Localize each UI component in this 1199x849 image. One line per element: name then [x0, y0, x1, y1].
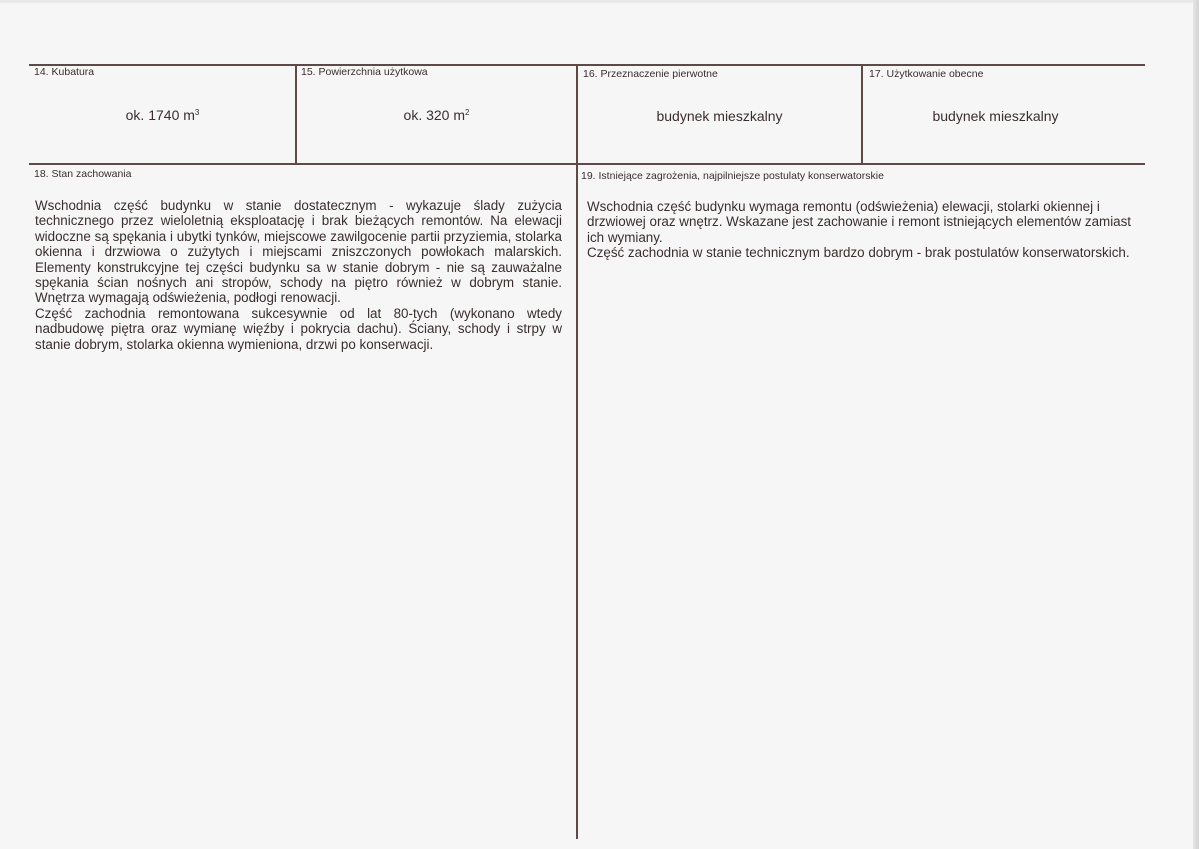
powierzchnia-unit-exponent: 2: [465, 108, 470, 117]
stan-zachowania-paragraph: Wschodnia część budynku w stanie dostatecznym - wykazuje ślady zużycia technicznego przez wieloletnią eksploatację i brak bieżących remontów. Na elewacji widoczne są spękania i ubytki tynków, miejscowe zawilgocenie partii przyziemia, stolarka okienna i drzwiowa o zużytych i miejscami zniszczonych powłokach malarskich. Elementy konstrukcyjne tej części budynku sa w stanie dobrym - nie są zauważalne spękania ścian nośnych ani stropów, schody na piętro również w dobrym stanie. Wnętrza wymagają odświeżenia, podłogi renowacji.: [35, 198, 562, 306]
zagrozenia-paragraph: Wschodnia część budynku wymaga remontu (odświeżenia) elewacji, stolarki okiennej i drzwiowej oraz wnętrz. Wskazane jest zachowanie i remont istniejących elementów zamiast ich wymiany.: [587, 199, 1132, 245]
stan-zachowania-text: [35, 198, 562, 352]
table-top-border: [29, 64, 1145, 66]
powierzchnia-value: [297, 107, 576, 123]
kubatura-value: [30, 107, 295, 123]
uzytkowanie-label: 17. Użytkowanie obecne: [869, 68, 984, 80]
uzytkowanie-value: budynek mieszkalny: [932, 108, 1059, 124]
page-right-edge: [1193, 0, 1199, 849]
zagrozenia-paragraph: Część zachodnia w stanie technicznym bardzo dobrym - brak postulatów konserwatorskich.: [587, 245, 1130, 261]
page-top-edge: [0, 0, 1199, 3]
zagrozenia-label: 19. Istniejące zagrożenia, najpilniejsze postulaty konserwatorskie: [581, 170, 884, 182]
powierzchnia-label: 15. Powierzchnia użytkowa: [301, 66, 428, 78]
powierzchnia-value-text: ok. 320 m: [403, 107, 466, 123]
stan-zachowania-label: 18. Stan zachowania: [34, 168, 132, 180]
kubatura-unit-exponent: 3: [194, 108, 200, 117]
kubatura-value-text: ok. 1740 m: [125, 107, 195, 123]
przeznaczenie-value: budynek mieszkalny: [656, 108, 783, 124]
zagrozenia-text: [587, 199, 1147, 261]
przeznaczenie-label: 16. Przeznaczenie pierwotne: [583, 68, 718, 80]
column-divider-15-16: [576, 64, 578, 839]
kubatura-label: 14. Kubatura: [34, 66, 95, 78]
table-row-divider: [29, 163, 1145, 165]
stan-zachowania-paragraph: Część zachodnia remontowana sukcesywnie od lat 80-tych (wykonano wtedy nadbudowę piętra oraz wymianę więźby i pokrycia dachu). Ściany, schody i strpy w stanie dobrym, stolarka okienna wymieniona, drzwi po konserwacji.: [35, 305, 562, 352]
